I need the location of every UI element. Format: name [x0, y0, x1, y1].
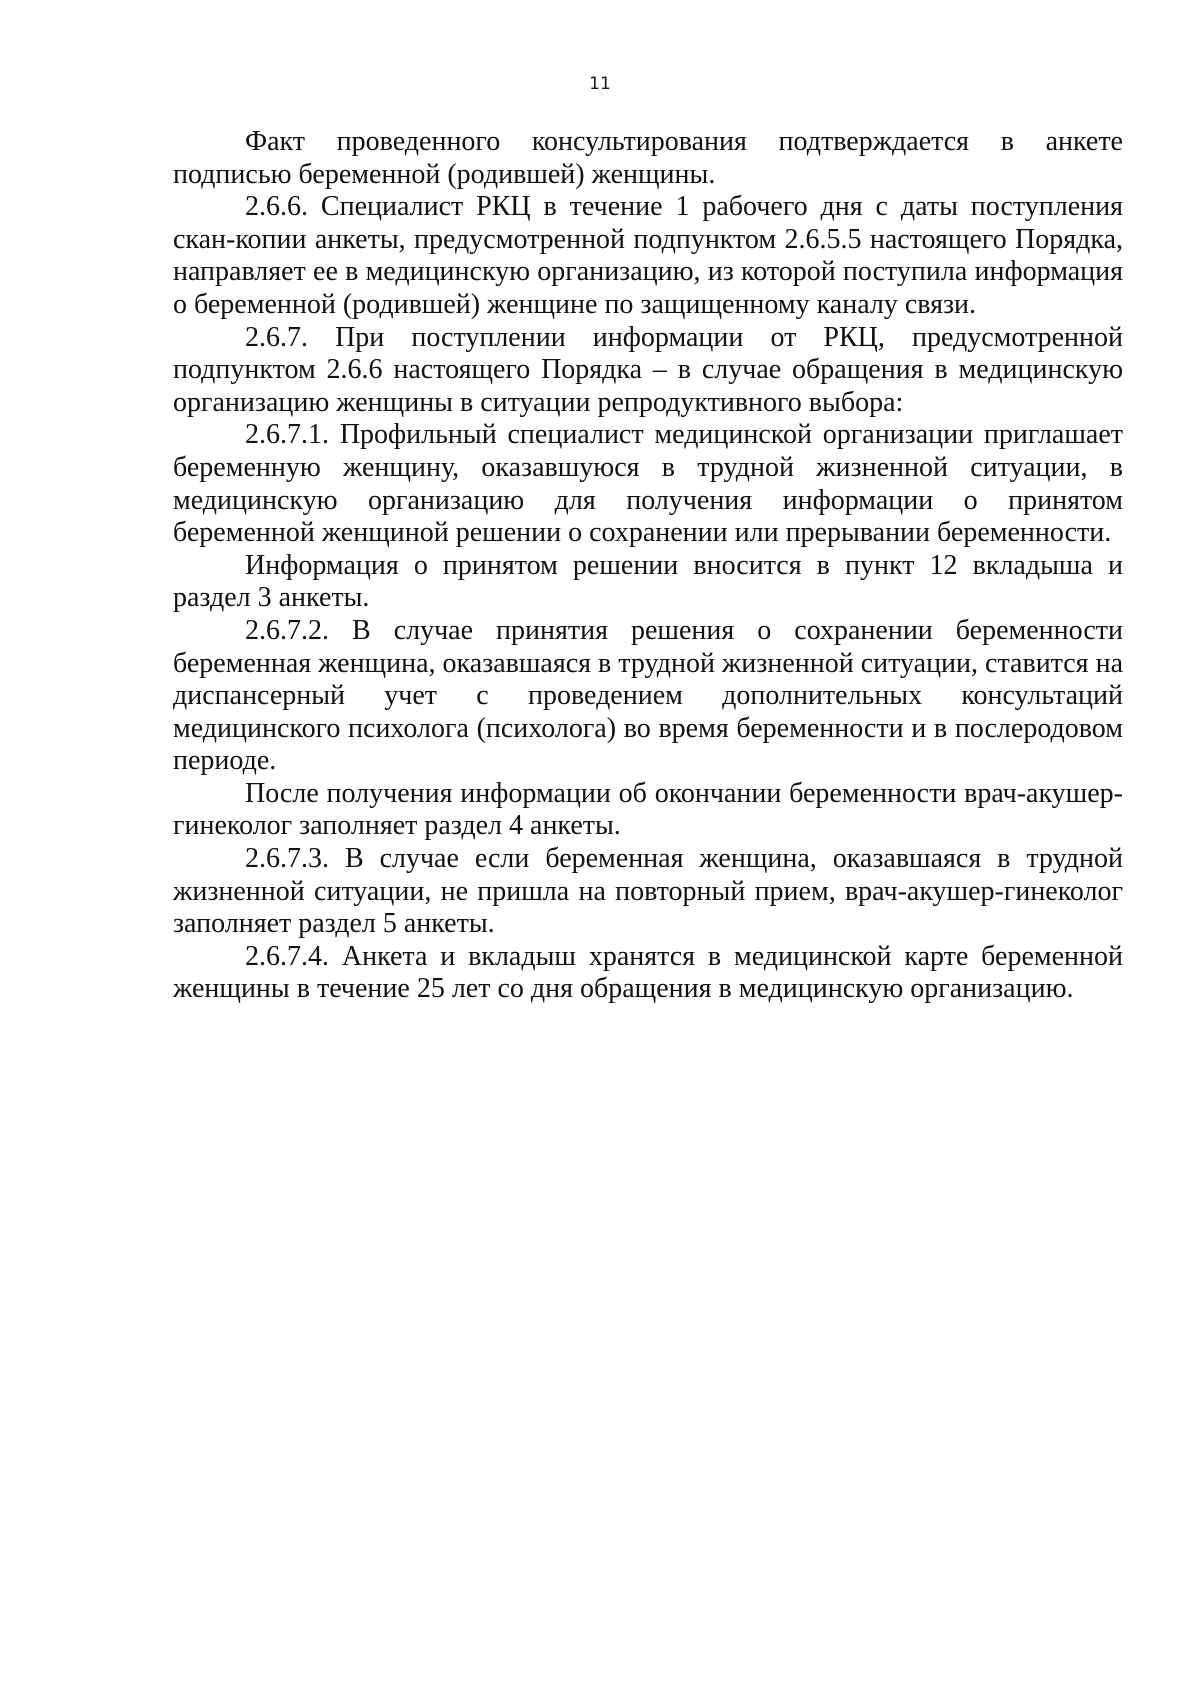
paragraph-consultation-fact: Факт проведенного консультирования подтверждается в анкете подписью беременной (родившей) женщины. — [173, 126, 1123, 190]
document-body — [173, 126, 1123, 1006]
paragraph-2-6-6: 2.6.6. Специалист РКЦ в течение 1 рабочего дня с даты поступления скан-копии анкеты, предусмотренной подпунктом 2.6.5.5 настоящего Порядка, направляет ее в медицинскую организацию, из которой поступила информация о беременной (родившей) женщине по защищенному каналу связи. — [173, 191, 1123, 320]
paragraph-2-6-7-1: 2.6.7.1. Профильный специалист медицинской организации приглашает беременную женщину, оказавшуюся в трудной жизненной ситуации, в медицинскую организацию для получения информации о принятом беременной женщиной решении о сохранении или прерывании беременности. — [173, 419, 1123, 549]
paragraph-pregnancy-end: После получения информации об окончании беременности врач-акушер-гинеколог заполняет раздел 4 анкеты. — [173, 777, 1123, 842]
paragraph-decision-info: Информация о принятом решении вносится в пункт 12 вкладыша и раздел 3 анкеты. — [173, 549, 1123, 614]
paragraph-2-6-7-2: 2.6.7.2. В случае принятия решения о сохранении беременности беременная женщина, оказавшаяся в трудной жизненной ситуации, ставится на диспансерный учет с проведением дополнительных консультаций медицинского психолога (психолога) во время беременности и в послеродовом периоде. — [173, 614, 1123, 777]
paragraph-2-6-7-4: 2.6.7.4. Анкета и вкладыш хранятся в медицинской карте беременной женщины в течение 25 лет со дня обращения в медицинскую организацию. — [173, 940, 1123, 1005]
paragraph-2-6-7: 2.6.7. При поступлении информации от РКЦ, предусмотренной подпунктом 2.6.6 настоящего Порядка – в случае обращения в медицинскую организацию женщины в ситуации репродуктивного выбора: — [173, 321, 1123, 418]
page-number: 11 — [589, 74, 611, 94]
paragraph-2-6-7-3: 2.6.7.3. В случае если беременная женщина, оказавшаяся в трудной жизненной ситуации, не пришла на повторный прием, врач-акушер-гинеколог заполняет раздел 5 анкеты. — [173, 843, 1123, 940]
